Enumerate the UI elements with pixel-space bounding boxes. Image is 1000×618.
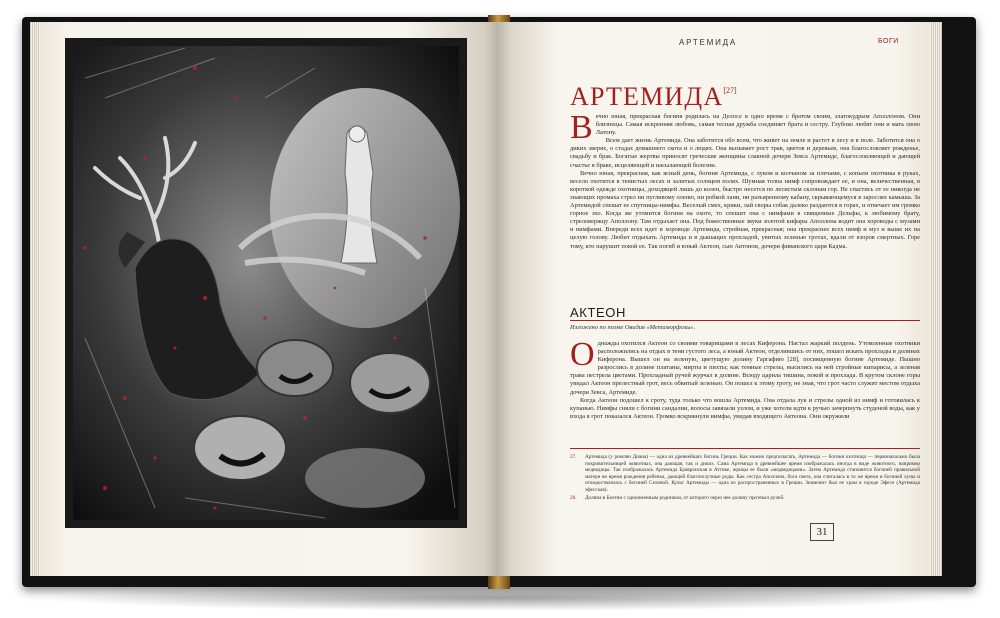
subhead-note: Изложено по поэме Овидия «Метаморфозы». xyxy=(570,324,696,331)
intro-text: ечно юная, прекрасная богиня родилась на Делосе в одно время с братом своим, златокудрым Аполлоном. Они близнецы. Самая искренняя любовь, самая тесная дружба соединяет брата и сестру. Глубоко любят они и мать свою Латону. xyxy=(595,113,920,137)
chapter-title-text: АРТЕМИДА xyxy=(570,82,724,111)
running-head: АРТЕМИДА xyxy=(678,38,738,47)
hound-2 xyxy=(257,340,333,396)
footnote-text: Долина в Беотии с одноименным родником, от которого через нее долину протекал ручей. xyxy=(585,494,785,501)
akteon-text: днажды охотился Актеон со своими товарищами в лесах Киферона. Настал жаркий полдень. Утомленные охотники расположились на отдых в тени густого леса, а юный Актеон, отделившись от них, пошел искать прохлады в долинах Киферона. Вышел он на зеленую, цветущую долину Гаргафию [28], посвященную богине Артемиде. Пышно разрослись в долине платаны, мирты и пихты; как темные стрелы, высились на ней стройные кипарисы, а зеленая трава пестрела цветами. Прохладный ручей журчал в долине. Всюду царила тишина, покой и прохлада. В крутом склоне горы увидал Актеон прелестный грот, весь обвитый зеленью. Он пошел к этому гроту, не зная, что грот часто служит местом отдыха дочери Зевса, Артемиде. xyxy=(570,340,920,396)
footnote-28 xyxy=(570,495,920,502)
page-edges-left xyxy=(30,22,40,576)
section-tag: БОГИ xyxy=(878,38,899,45)
subhead-akteon: АКТЕОН xyxy=(570,305,626,320)
footnote-27 xyxy=(570,454,920,494)
footnote-number: 27. xyxy=(570,454,577,460)
hound-1 xyxy=(350,353,430,413)
page-number: 31 xyxy=(810,523,834,541)
subhead-rule xyxy=(570,320,920,321)
chapter-title xyxy=(570,84,737,110)
footnote-number: 28. xyxy=(570,494,577,501)
hound-3 xyxy=(194,416,286,480)
footnote-rule xyxy=(570,448,920,449)
paragraph-1: Всем дает жизнь Артемида. Она заботится обо всем, что живет на земле и растет в лесу и в поле. Заботится она о диких зверях, о стадах домашнего скота и о людях. Она вызывает рост трав, цветов и деревьев, она благословляет рожденье, свадьбу и брак. Богатые жертвы приносят греческие женщины славной дочери Зевса Артемиде, благословляющей и дающей счастье в браке, исцеляющей и насылающей болезни. xyxy=(570,137,920,169)
illustration-actaeon xyxy=(65,38,467,528)
akteon-section xyxy=(570,336,920,421)
intro-section xyxy=(570,109,920,251)
dropcap-v: В xyxy=(570,109,593,146)
paragraph-2: Вечно юная, прекрасная, как ясный день, богиня Артемида, с луком и колчаном за плечами, с копьем охотника в руках, весело охотится в тенистых лесах и залитых солнцем полях. Шумная толпа нимф сопровождает ее, и она, величественная, в короткой одежде охотницы, доходящей лишь до колен, быстро несется по лесистым склонам гор. Не спастись от ее никогда не знающих промаха стрел ни пугливому оленю, ни робкой лани, ни разъяренному кабану, скрывающемуся в зарослях камыша. За Артемидой спешат ее спутницы-нимфы. Веселый смех, крики, лай своры собак далеко раздаются в горах, и отвечает им громко горное эхо. Когда же утомится богиня на охоте, то спешит она с нимфами в священные Дельфы, к любимому брату, стреловержцу Аполлону. Там отдыхает она. Под божественные звуки золотой кифары Аполлона водит она хороводы с музами и нимфами. Впереди всех идет в хороводе Артемида, стройная, прекрасная; она прекраснее всех нимф и муз и выше их на целую голову. Любит отдыхать Артемида и в дышащих прохладой, увитых зеленью гротах, вдали от взоров смертных. Горе тому, кто нарушит покой ее. Так погиб и юный Актеон, сын Автонои, дочери фиванского царя Кадма. xyxy=(570,169,920,250)
dropcap-o: О xyxy=(570,336,595,373)
akteon-text-2: Когда Актеон подошел к гроту, туда только что вошла Артемида. Она отдала лук и стрелы одной из нимф и готовилась к купанью. Нимфы сняли с богини сандалии, волосы завязали узлом, и уже хотели идти к ручью зачерпнуть студеной воды, как у входа в грот показался Актеон. Громко вскрикнули нимфы, увидав входящего Актеона. Они окружили xyxy=(570,396,920,420)
footnote-text: Артемида (у римлян Диана) — одна из древнейших богинь Греции. Как можно предполагать, Артемида — богиня охотница — первоначально была покровительницей животных, она дающая, так и диких. Сама Артемида в древнейшее время изображалась иногда в виде животного, например медведицы. Так изображалась Артемида Бравронская в Аттике, жрицы ее были «медведицами». Затем Артемида становится богиней правильной матери во время рождения ребенка, дающей благополучные роды. Как сестра Аполлона, бога света, она считалась в то же время и богиней луны и отождествлялась с богиней Селеной. Культ Артемиды — одна из распространенных в Греции. Знаменит был ее храм в городе Эфесе (Артемида эфесская). xyxy=(585,454,920,493)
title-footnote-ref: [27] xyxy=(723,86,737,95)
page-edges-right xyxy=(930,22,942,576)
footnotes xyxy=(570,454,920,502)
